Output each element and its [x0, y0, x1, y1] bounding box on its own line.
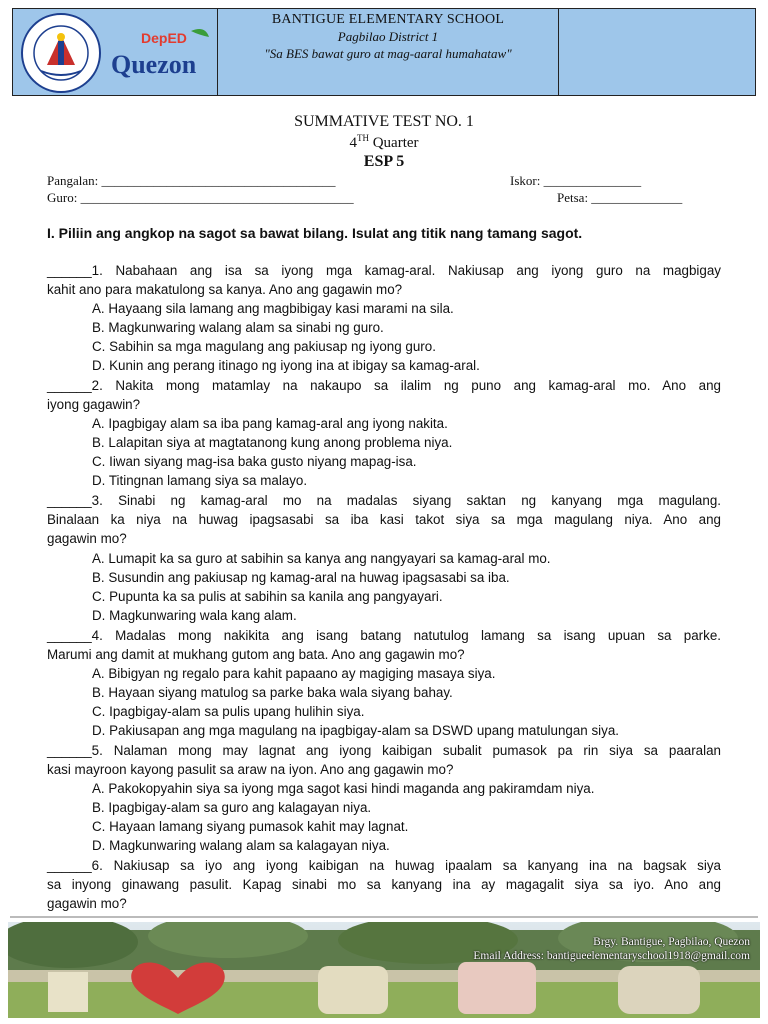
question-6-line-3: gagawin mo?: [47, 896, 127, 911]
svg-text:Quezon: Quezon: [111, 50, 197, 79]
question-5-option-a: A. Pakokopyahin siya sa iyong mga sagot kasi hindi maganda ang pakiramdam niya.: [92, 781, 595, 796]
footer-address: Brgy. Bantigue, Pagbilao, Quezon: [593, 936, 750, 948]
question-5-option-d: D. Magkunwaring walang alam sa kalagayan niya.: [92, 838, 390, 853]
header-blank-cell: [559, 9, 755, 95]
school-name: BANTIGUE ELEMENTARY SCHOOL: [271, 12, 505, 27]
test-title: SUMMATIVE TEST NO. 1: [294, 113, 474, 130]
question-2-option-d: D. Titingnan lamang siya sa malayo.: [92, 473, 308, 488]
question-2-option-a: A. Ipagbigay alam sa iba pang kamag-aral ang iyong nakita.: [92, 416, 448, 431]
quarter-number: 4: [349, 135, 357, 151]
svg-text:DepED: DepED: [141, 30, 187, 46]
date-field[interactable]: Petsa: ______________: [557, 190, 683, 205]
question-4-option-b: B. Hayaan siyang matulog sa parke baka wala siyang bahay.: [92, 685, 453, 700]
letter-e-sign: [458, 962, 536, 1014]
question-5-line-2: kasi mayroon kayong pasulit sa araw na iyon. Ano ang gagawin mo?: [47, 762, 454, 777]
quarter-label: [0, 133, 768, 152]
question-1-option-d: D. Kunin ang perang itinago ng iyong ina at ibigay sa kamag-aral.: [92, 358, 480, 373]
question-4-option-d: D. Pakiusapan ang mga magulang na ipagbigay-alam sa DSWD upang matulungan siya.: [92, 723, 620, 738]
footer-banner: [8, 922, 760, 1018]
subject-label: ESP 5: [363, 153, 405, 170]
question-6-line-1: ______6. Nakiusap sa iyo ang iyong kaibigan na huwag ipaalam sa kanyang ina na bagsak siya: [47, 858, 721, 873]
question-3-line-2: Binalaan ka niya na huwag ipagsasabi sa iba kasi takot siya sa mga magulang niya. Ano ang: [47, 512, 721, 527]
header-logo-cell: [13, 9, 218, 95]
question-3-option-b: B. Susundin ang pakiusap ng kamag-aral na huwag ipagsasabi sa iba.: [92, 570, 510, 585]
footer-divider: [10, 916, 758, 918]
question-2-line-2: iyong gagawin?: [47, 397, 141, 412]
letter-b-sign: [318, 966, 388, 1014]
question-2-option-b: B. Lalapitan siya at magtatanong kung anong problema niya.: [92, 435, 453, 450]
school-motto: "Sa BES bawat guro at mag-aaral humahataw": [264, 46, 512, 61]
name-field[interactable]: Pangalan: ____________________________________: [47, 173, 336, 188]
question-4-option-a: A. Bibigyan ng regalo para kahit papaano ay magiging masaya siya.: [92, 666, 496, 681]
quarter-suffix: TH: [356, 133, 369, 143]
letter-s-sign: [618, 966, 700, 1014]
question-1-option-c: C. Sabihin sa mga magulang ang pakiusap ng iyong guro.: [92, 339, 436, 354]
deped-seal-logo: [21, 13, 101, 93]
footer-email: Email Address: bantigueelementaryschool1918@gmail.com: [473, 950, 750, 962]
question-1-option-b: B. Magkunwaring walang alam sa sinabi ng guro.: [92, 320, 384, 335]
deped-quezon-logo: [109, 23, 213, 83]
letter-i-sign: [48, 972, 88, 1012]
teacher-field[interactable]: Guro: __________________________________________: [47, 190, 354, 205]
question-2-line-1: ______2. Nakita mong matamlay na nakaupo sa ilalim ng puno ang kamag-aral mo. Ano ang: [47, 378, 721, 393]
question-3-option-d: D. Magkunwaring wala kang alam.: [92, 608, 297, 623]
question-1-line-1: ______1. Nabahaan ang isa sa iyong mga kamag-aral. Nakiusap ang iyong guro na magbigay: [47, 263, 721, 278]
instruction-text: I. Piliin ang angkop na sagot sa bawat bilang. Isulat ang titik nang tamang sagot.: [47, 225, 583, 241]
header-school-info: [218, 9, 559, 95]
question-5-option-b: B. Ipagbigay-alam sa guro ang kalagayan niya.: [92, 800, 372, 815]
question-5-option-c: C. Hayaan lamang siyang pumasok kahit may lagnat.: [92, 819, 409, 834]
question-3-option-a: A. Lumapit ka sa guro at sabihin sa kanya ang nangyayari sa kamag-aral mo.: [92, 551, 551, 566]
question-4-line-2: Marumi ang damit at mukhang gutom ang bata. Ano ang gagawin mo?: [47, 647, 465, 662]
question-4-option-c: C. Ipagbigay-alam sa pulis upang hulihin siya.: [92, 704, 365, 719]
question-2-option-c: C. Iiwan siyang mag-isa baka gusto niyang mapag-isa.: [92, 454, 417, 469]
score-field[interactable]: Iskor: _______________: [510, 173, 642, 188]
question-3-line-1: ______3. Sinabi ng kamag-aral mo na madalas siyang saktan ng kanyang mga magulang.: [47, 493, 721, 508]
question-1-option-a: A. Hayaang sila lamang ang magbibigay kasi marami na sila.: [92, 301, 454, 316]
question-4-line-1: ______4. Madalas mong nakikita ang isang batang natutulog lamang sa isang upuan sa parke.: [47, 628, 721, 643]
question-1-line-2: kahit ano para makatulong sa kanya. Ano ang gagawin mo?: [47, 282, 403, 297]
question-3-line-3: gagawin mo?: [47, 531, 127, 546]
school-district: Pagbilao District 1: [337, 29, 439, 44]
quarter-word: Quarter: [368, 135, 419, 151]
question-5-line-1: ______5. Nalaman mong may lagnat ang iyong kaibigan subalit pumasok pa rin siya sa paaralan: [47, 743, 721, 758]
school-header: [12, 8, 756, 96]
question-6-line-2: sa inyong ginawang pasulit. Kapag sinabi mo sa kanyang ina ay magagalit siya sa iyo. Ano ang: [47, 877, 721, 892]
question-3-option-c: C. Pupunta ka sa pulis at sabihin sa kanila ang pangyayari.: [92, 589, 443, 604]
